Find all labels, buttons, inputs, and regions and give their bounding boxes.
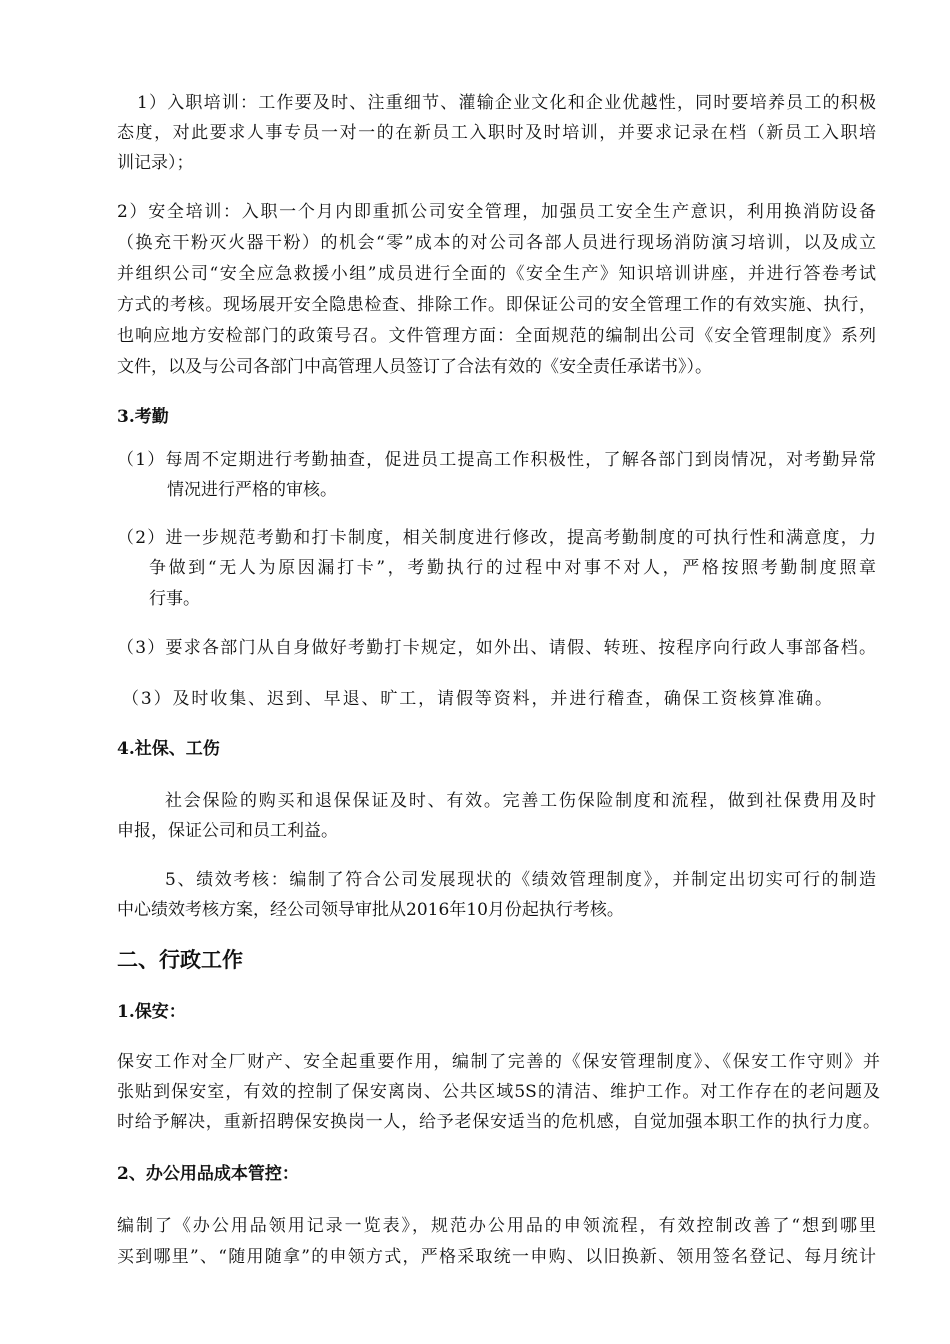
- security-line-2: 张贴到保安室，有效的控制了保安离岗、公共区域5S的清洁、维护工作。对工作存在的老问题及: [117, 1082, 880, 1102]
- office-supplies-line-2: 买到哪里”、“随用随拿”的申领方式，严格采取统一申购、以旧换新、领用签名登记、每月统计: [117, 1247, 876, 1267]
- social-insurance-line-2: 申报，保证公司和员工利益。: [117, 821, 338, 841]
- attendance-item-4: （3）及时收集、迟到、早退、旷工，请假等资料，并进行稽查，确保工资核算准确。: [122, 689, 832, 709]
- attendance-item-2-line-3: 行事。: [149, 589, 200, 609]
- attendance-item-1-line-2: 情况进行严格的审核。: [167, 480, 337, 500]
- performance-line-1: 5、绩效考核：编制了符合公司发展现状的《绩效管理制度》，并制定出切实可行的制造: [165, 870, 876, 890]
- paragraph-onboarding-line-2: 态度，对此要求人事专员一对一的在新员工入职时及时培训，并要求记录在档（新员工入职培: [117, 123, 876, 143]
- paragraph-onboarding-line-3: 训记录）；: [117, 153, 194, 173]
- paragraph-safety-line-2: （换充干粉灭火器干粉）的机会“零”成本的对公司各部人员进行现场消防演习培训，以及成立: [117, 233, 876, 253]
- paragraph-onboarding-line-1: 1）入职培训：工作要及时、注重细节、灌输企业文化和企业优越性，同时要培养员工的积极: [137, 93, 876, 113]
- performance-line-2: 中心绩效考核方案，经公司领导审批从2016年10月份起执行考核。: [117, 900, 624, 920]
- security-line-3: 时给予解决，重新招聘保安换岗一人，给予老保安适当的危机感，自觉加强本职工作的执行力度。: [117, 1112, 880, 1132]
- heading-social-insurance: 4.社保、工伤: [117, 739, 220, 759]
- attendance-item-1-line-1: （1）每周不定期进行考勤抽查，促进员工提高工作积极性，了解各部门到岗情况，对考勤异常: [117, 450, 876, 470]
- heading-security: 1.保安：: [117, 1002, 186, 1022]
- security-line-1: 保安工作对全厂财产、安全起重要作用，编制了完善的《保安管理制度》、《保安工作守则》并: [117, 1052, 880, 1072]
- attendance-item-3: （3）要求各部门从自身做好考勤打卡规定，如外出、请假、转班、按程序向行政人事部备档。: [117, 638, 876, 658]
- heading-attendance: 3.考勤: [117, 407, 169, 427]
- paragraph-safety-line-3: 并组织公司“安全应急救援小组”成员进行全面的《安全生产》知识培训讲座，并进行答卷考试: [117, 264, 876, 284]
- office-supplies-line-1: 编制了《办公用品领用记录一览表》，规范办公用品的申领流程，有效控制改善了“想到哪里: [117, 1216, 876, 1236]
- paragraph-safety-line-4: 方式的考核。现场展开安全隐患检查、排除工作。即保证公司的安全管理工作的有效实施、执行，: [117, 295, 876, 315]
- social-insurance-line-1: 社会保险的购买和退保保证及时、有效。完善工伤保险制度和流程，做到社保费用及时: [165, 791, 876, 811]
- attendance-item-2-line-1: （2）进一步规范考勤和打卡制度，相关制度进行修改，提高考勤制度的可执行性和满意度，力: [117, 528, 876, 548]
- paragraph-safety-line-6: 文件，以及与公司各部门中高管理人员签订了合法有效的《安全责任承诺书》）。: [117, 357, 712, 377]
- section-heading-admin: 二、行政工作: [117, 947, 243, 972]
- attendance-item-2-line-2: 争做到“无人为原因漏打卡”，考勤执行的过程中对事不对人，严格按照考勤制度照章: [149, 558, 876, 578]
- paragraph-safety-line-1: 2）安全培训：入职一个月内即重抓公司安全管理，加强员工安全生产意识，利用换消防设备: [117, 202, 876, 222]
- paragraph-safety-line-5: 也响应地方安检部门的政策号召。文件管理方面：全面规范的编制出公司《安全管理制度》系列: [117, 326, 876, 346]
- heading-office-supplies: 2、办公用品成本管控：: [117, 1164, 299, 1184]
